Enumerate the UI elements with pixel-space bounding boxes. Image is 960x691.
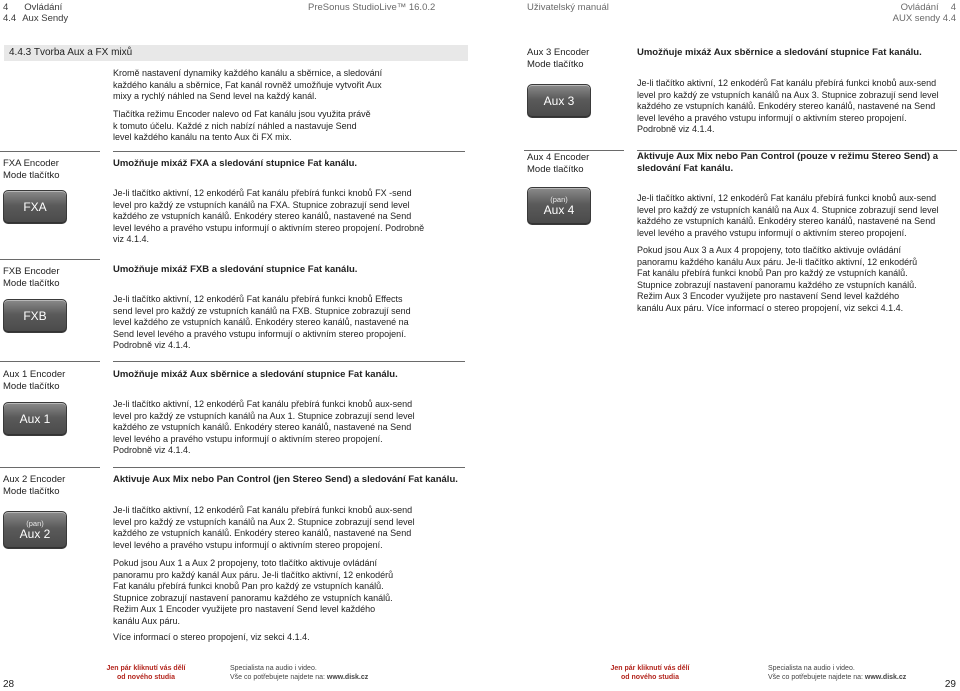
aux3-heading: Umožňuje mixáž Aux sběrnice a sledování stupnice Fat kanálu. <box>637 47 922 58</box>
header-left <box>3 2 68 24</box>
footer-info-left: Specialista na audio i video. Vše co potřebujete najdete na: www.disk.cz <box>230 665 369 681</box>
aux3-encoder-mode-button[interactable]: Aux 3 <box>527 84 591 118</box>
divider <box>113 467 465 468</box>
chapter-title: Ovládání <box>24 2 63 13</box>
aux1-encoder-mode-button[interactable]: Aux 1 <box>3 402 67 436</box>
aux4-description: Je-li tlačítko aktivní, 12 enkodérů Fat kanálu přebírá funkci knobů aux-send level pro každý ze vstupních kanálů na Aux 4. Stupnice zobrazují send level každého ze vstupních kanálů. Enkodéry stereo kanálů, nastavené na Send level levého a pravého vstupu informují o aktivním stereo propojení. <box>637 193 939 238</box>
aux2-encoder-label: Aux 2 Encoder Mode tlačítko <box>3 474 66 497</box>
fxa-encoder-mode-button[interactable]: FXA <box>3 190 67 224</box>
aux1-heading: Umožňuje mixáž Aux sběrnice a sledování stupnice Fat kanálu. <box>113 369 398 380</box>
section-title-right: AUX sendy 4.4 <box>892 13 956 24</box>
divider <box>524 150 624 151</box>
aux2-more-info: Více informací o stereo propojení, viz sekci 4.1.4. <box>113 632 310 642</box>
page-number-right: 29 <box>944 679 956 690</box>
fxb-description: Je-li tlačítko aktivní, 12 enkodérů Fat kanálu přebírá funkci knobů Effects send level pro každý ze vstupních kanálů na FXB. Stupnice zobrazují send level každého ze vstupních kanálů. Enkodéry stereo kanálů, nastavené na Send level levého a pravého vstupu informují o aktivním stereo propojení. Podrobně viz 4.1.4. <box>113 294 411 350</box>
divider <box>0 361 100 362</box>
divider <box>0 259 100 260</box>
footer-info-right: Specialista na audio i video. Vše co potřebujete najdete na: www.disk.cz <box>768 665 907 681</box>
fxa-encoder-label: FXA Encoder Mode tlačítko <box>3 158 60 181</box>
aux4-heading: Aktivuje Aux Mix nebo Pan Control (pouze v režimu Stereo Send) a sledování Fat kanálu. <box>637 151 939 174</box>
section-heading: 4.4.3 Tvorba Aux a FX mixů <box>9 47 133 58</box>
page-number-left: 28 <box>3 679 15 690</box>
intro-paragraph-1: Kromě nastavení dynamiky každého kanálu a sběrnice, a sledování každého kanálu a sběrnice, Fat kanál rovněž umožňuje vytvořit Aux mixy a rychlý náhled na Send level na každý kanál. <box>113 68 383 101</box>
footer-promo-right: Jen pár kliknutí vás dělí od nového studia <box>610 665 690 681</box>
section-number: 4.4 <box>3 13 17 24</box>
header-right <box>893 2 956 24</box>
aux1-encoder-label: Aux 1 Encoder Mode tlačítko <box>3 369 66 392</box>
aux2-description: Je-li tlačítko aktivní, 12 enkodérů Fat kanálu přebírá funkci knobů aux-send level pro každý ze vstupních kanálů na Aux 2. Stupnice zobrazují send level každého ze vstupních kanálů. Enkodéry stereo kanálů, nastavené na Send level levého a pravého vstupu informují o aktivním stereo propojení. <box>113 505 415 550</box>
aux1-description: Je-li tlačítko aktivní, 12 enkodérů Fat kanálu přebírá funkci knobů aux-send level pro každý ze vstupních kanálů na Aux 1. Stupnice zobrazují send level každého ze vstupních kanálů. Enkodéry stereo kanálů, nastavené na Send level levého a pravého vstupu informují o aktivním stereo propojení. Podrobně viz 4.1.4. <box>113 399 415 455</box>
aux2-stereo-link-paragraph: Pokud jsou Aux 1 a Aux 2 propojeny, toto tlačítko aktivuje ovládání panoramu pro každý kanál Aux páru. Je-li tlačítko aktivní, 12 enkodérů Fat kanálu přebírá funkci knobů Pan pro každý ze vstupních kanálů. Stupnice zobrazují nastavení panoramu každého ze vstupních kanálů. Režim Aux 1 Encoder využijete pro nastavení Send level každého kanálu Aux páru. <box>113 558 394 626</box>
aux3-description: Je-li tlačítko aktivní, 12 enkodérů Fat kanálu přebírá funkci knobů aux-send level pro každý ze vstupních kanálů na Aux 3. Stupnice zobrazují send level každého ze vstupních kanálů. Enkodéry stereo kanálů, nastavené na Send level levého a pravého vstupu informují o aktivním stereo propojení. Podrobně viz 4.1.4. <box>637 78 939 134</box>
footer-url-link[interactable]: www.disk.cz <box>864 674 907 681</box>
aux2-encoder-mode-button[interactable]: (pan) Aux 2 <box>3 511 67 549</box>
footer-promo-left: Jen pár kliknutí vás dělí od nového studia <box>106 665 186 681</box>
section-title-header: Aux Sendy <box>22 13 69 24</box>
fxb-encoder-mode-button[interactable]: FXB <box>3 299 67 333</box>
intro-paragraph-2: Tlačítka režimu Encoder nalevo od Fat kanálu jsou využita právě k tomuto účelu. Každé z nich nabízí náhled a nastavuje Send level každého kanálu na tento Aux či FX mix. <box>113 109 371 142</box>
product-name: PreSonus StudioLive™ 16.0.2 <box>308 2 436 13</box>
footer-url-link[interactable]: www.disk.cz <box>326 674 369 681</box>
chapter-number: 4 <box>3 2 9 13</box>
divider <box>0 151 100 152</box>
divider <box>113 151 465 152</box>
aux2-heading: Aktivuje Aux Mix nebo Pan Control (jen Stereo Send) a sledování Fat kanálu. <box>113 474 458 485</box>
aux4-encoder-mode-button[interactable]: (pan) Aux 4 <box>527 187 591 225</box>
aux3-encoder-label: Aux 3 Encoder Mode tlačítko <box>527 47 590 70</box>
aux4-stereo-link-paragraph: Pokud jsou Aux 3 a Aux 4 propojeny, toto tlačítko aktivuje ovládání panoramu každého kanálu Aux páru. Je-li tlačítko aktivní, 12 enkodérů Fat kanálu přebírá funkci knobů Pan pro každý ze vstupních kanálů. Stupnice zobrazují nastavení panoramu každého ze vstupních kanálů. Režim Aux 3 Encoder využijete pro nastavení Send level každého kanálu Aux páru. Více informací o stereo propojení, viz sekci 4.1.4. <box>637 245 918 313</box>
divider <box>0 467 100 468</box>
divider <box>113 361 465 362</box>
fxb-heading: Umožňuje mixáž FXB a sledování stupnice Fat kanálu. <box>113 264 358 275</box>
aux4-encoder-label: Aux 4 Encoder Mode tlačítko <box>527 152 590 175</box>
fxa-heading: Umožňuje mixáž FXA a sledování stupnice Fat kanálu. <box>113 158 358 169</box>
fxa-description: Je-li tlačítko aktivní, 12 enkodérů Fat kanálu přebírá funkci knobů FX -send level pro každý ze vstupních kanálů na FXA. Stupnice zobrazují send level každého ze vstupních kanálů. Enkodéry stereo kanálů, nastavené na Send level levého a pravého vstupu informují o aktivním stereo propojení. Podrobně viz 4.1.4. <box>113 188 425 244</box>
manual-title: Uživatelský manuál <box>527 2 609 13</box>
fxb-encoder-label: FXB Encoder Mode tlačítko <box>3 266 60 289</box>
chapter-number-right: 4 <box>950 2 956 13</box>
chapter-title-right: Ovládání <box>900 2 939 13</box>
